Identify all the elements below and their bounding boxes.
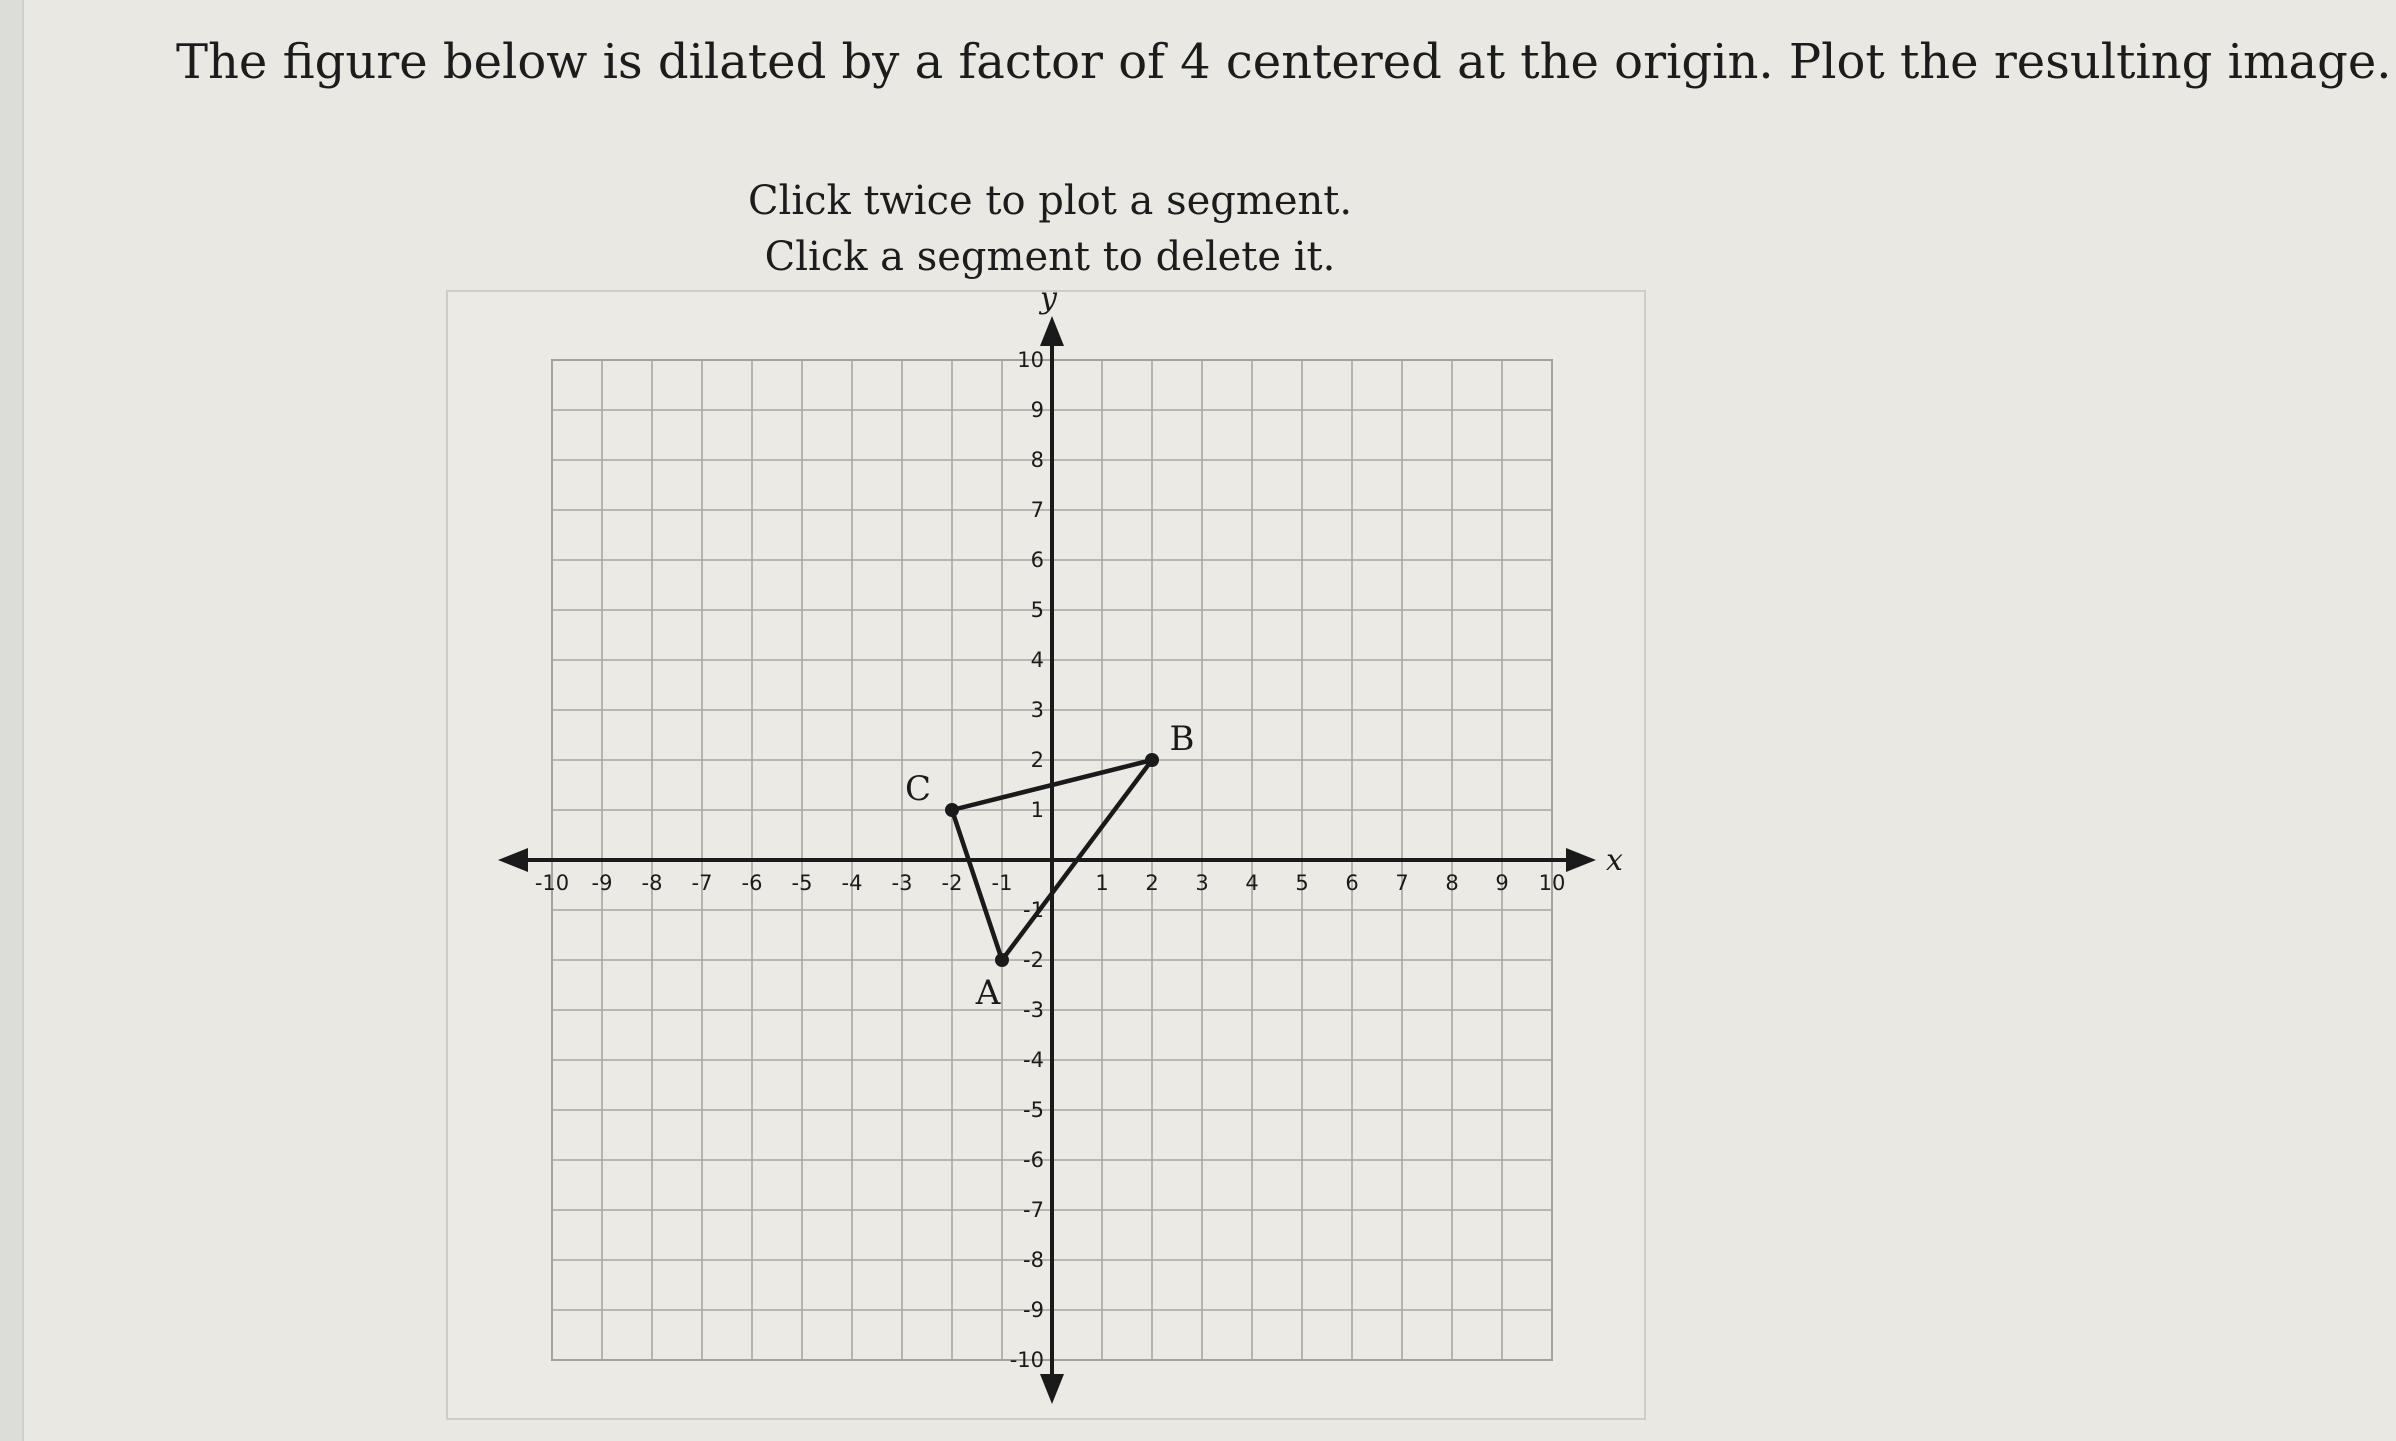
y-tick-label: 9 [1030,398,1044,422]
y-tick-label: 4 [1030,648,1044,672]
y-tick-label: 5 [1030,598,1044,622]
y-tick-label: 10 [1017,348,1044,372]
y-tick-label: -8 [1023,1248,1044,1272]
x-tick-label: 7 [1395,871,1409,895]
x-axis-right-arrow-icon [1566,848,1596,872]
x-tick-label: 9 [1495,871,1509,895]
instruction-plot: Click twice to plot a segment. [747,178,1353,224]
point-label-A: A [975,973,1001,1013]
point-A[interactable] [995,953,1009,967]
question-text: The figure below is dilated by a factor of 4 centered at the origin. Plot the resulting image. [176,34,2392,90]
y-tick-label: -6 [1023,1148,1044,1172]
y-axis-label: y [1040,281,1057,316]
x-axis-left-arrow-icon [498,848,528,872]
y-tick-label: -3 [1023,998,1044,1022]
x-tick-label: -4 [841,871,863,895]
x-tick-label: -5 [791,871,813,895]
x-tick-label: 10 [1538,871,1566,895]
y-axis-down-arrow-icon [1040,1374,1064,1404]
y-tick-label: -10 [1009,1348,1044,1372]
x-tick-label: -3 [891,871,913,895]
x-tick-label: 2 [1145,871,1159,895]
y-tick-label: -2 [1023,948,1044,972]
y-tick-label: -4 [1023,1048,1044,1072]
point-B[interactable] [1145,753,1159,767]
x-tick-label: -8 [641,871,663,895]
point-label-C: C [904,769,932,809]
x-tick-label: 3 [1195,871,1209,895]
instruction-delete: Click a segment to delete it. [764,234,1336,280]
x-tick-label: 6 [1345,871,1359,895]
x-tick-label: 5 [1295,871,1309,895]
y-tick-label: 8 [1030,448,1044,472]
point-C[interactable] [945,803,959,817]
y-tick-label: 1 [1030,798,1044,822]
y-tick-label: 6 [1030,548,1044,572]
x-tick-label: 8 [1445,871,1459,895]
y-tick-label: 2 [1030,748,1044,772]
x-axis-label: x [1606,843,1623,878]
point-label-B: B [1169,719,1195,759]
y-tick-label: -7 [1023,1198,1044,1222]
x-tick-label: 4 [1245,871,1259,895]
x-tick-label: -10 [534,871,570,895]
y-tick-label: -1 [1023,898,1044,922]
y-tick-label: -9 [1023,1298,1044,1322]
x-tick-label: -2 [941,871,963,895]
y-tick-label: 7 [1030,498,1044,522]
x-tick-label: -1 [991,871,1013,895]
x-tick-label: 1 [1095,871,1109,895]
y-tick-label: 3 [1030,698,1044,722]
x-tick-label: -9 [591,871,613,895]
y-axis-up-arrow-icon [1040,316,1064,346]
x-tick-label: -7 [691,871,713,895]
y-tick-label: -5 [1023,1098,1044,1122]
x-tick-label: -6 [741,871,763,895]
